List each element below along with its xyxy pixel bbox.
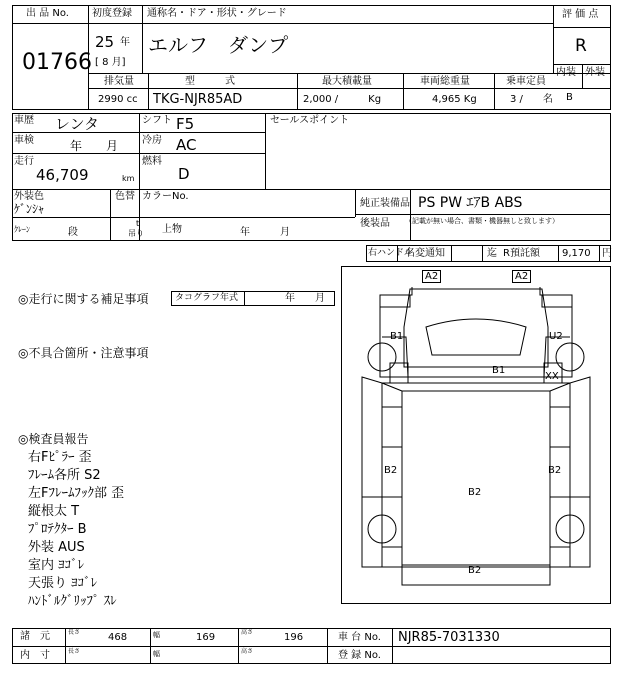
width-label: 幅 [153,631,160,639]
fuel-value: D [178,165,190,183]
score-label: 評 価 点 [562,9,599,20]
steering-value: 右ハンドル [368,248,414,258]
loading-date: 年 月 [240,227,290,238]
deadline-label: 迄 [487,248,497,259]
recycle-amount: 9,170 [562,248,591,259]
crane-label: ｸﾚｰﾝ [14,225,30,234]
inspector-line: 天張り ﾖｺﾞﾚ [28,576,98,591]
equipment-value: PS PW ｴｱB ABS [418,195,523,211]
chassis-label: 車 台 No. [338,632,381,643]
length-value: 468 [108,632,128,643]
capacity-value: 3 / 名 [510,94,553,105]
chassis-value: NJR85-7031330 [398,630,500,645]
gross-label: 車両総重量 [420,76,470,87]
reg-year: 25 [95,33,115,51]
year-unit: 年 [120,37,130,48]
crane-ton: t [136,219,140,228]
mark-b2-rear: B2 [468,565,482,576]
tacho-date: 年 月 [285,293,325,304]
aftermarket-label: 後装品 [360,218,390,229]
mark-a2-right: A2 [512,270,531,283]
inspector-report [28,449,124,611]
interior-label: 内装 [556,67,576,78]
aircon-label: 冷房 [142,135,162,146]
color-value: ｹﾞﾝｼｬ [14,202,45,216]
inspector-line: ﾌﾟﾛﾃｸﾀｰ B [28,522,87,537]
fuel-label: 燃料 [142,156,162,167]
sales-point-label: セールスポイント [270,115,350,126]
driving-notes-label: ◎走行に関する補足事項 [18,292,149,306]
crane-steps: 段 [68,227,78,238]
capacity-label: 乗車定員 [506,76,546,87]
inner-width-label: 幅 [153,650,160,658]
gross-value: 4,965 Kg [432,94,477,105]
inspector-line: 外装 AUS [28,540,85,555]
aftermarket-note: （記載が無い場合、書類・機器無しと致します） [405,217,559,225]
mark-b1-left: B1 [390,331,404,342]
inspector-line: 右Fﾋﾟﾗｰ 歪 [28,450,92,465]
inspector-line: ﾊﾝﾄﾞﾙｸﾞﾘｯﾌﾟ ｽﾚ [28,594,117,609]
shift-value: F5 [176,115,195,133]
height-value: 196 [284,632,304,643]
damage-diagram [341,266,611,604]
dims-label: 諸 元 [20,631,50,642]
mark-xx: XX [545,371,559,382]
history-value: レンタ [55,115,100,133]
truck-diagram [342,267,610,603]
km-unit: km [122,174,135,183]
color-change-label: 色替 [115,191,135,202]
color-label: 外装色 [14,191,44,202]
mark-b1-center: B1 [492,365,506,376]
overall-score: R [575,36,587,56]
shift-label: シフト [142,115,172,126]
inner-dims-label: 内 寸 [20,650,50,661]
mark-b2-left: B2 [384,465,398,476]
lot-label: 出 品 No. [26,8,69,19]
displacement-value: 2990 cc [98,94,138,105]
model-value: TKG-NJR85AD [153,92,243,107]
color-code-label: カラーNo. [142,191,189,202]
inspector-label: ◎検査員報告 [18,432,89,446]
load-label: 最大積載量 [322,76,372,87]
crane-lift: 吊り [128,229,144,238]
exterior-label: 外装 [585,67,605,78]
yen-unit: 円 [602,248,612,259]
tacho-label: タコグラフ年式 [175,293,239,303]
recycle-label: R預託額 [503,248,540,259]
lot-number: 01766 [22,50,92,75]
loading-label: 上物 [162,224,182,235]
inspector-line: 縦根太 T [28,504,80,519]
mark-b2-center: B2 [468,487,482,498]
reg-label: 初度登録 [92,8,132,19]
registration-label: 登 録 No. [338,650,381,661]
inspection-label: 車検 [14,135,34,146]
inspector-line: ﾌﾚｰﾑ各所 S2 [28,468,101,483]
displacement-label: 排気量 [104,76,134,87]
model-label: 型 式 [185,76,235,87]
mark-b2-right: B2 [548,465,562,476]
width-value: 169 [196,632,216,643]
height-label: 高さ [241,629,254,636]
inner-height-label: 高さ [241,648,254,655]
interior-score: B [566,92,573,103]
history-label: 車歴 [14,115,34,126]
reg-month: [ 8 月] [95,57,126,68]
load-value: 2,000 / Kg [303,94,382,105]
inner-length-label: 長さ [68,648,81,655]
defects-label: ◎不具合箇所・注意事項 [18,346,149,360]
equipment-label: 純正装備品 [360,198,410,209]
mileage-value: 46,709 [36,166,89,184]
car-name: エルフ ダンプ [148,33,289,57]
aircon-value: AC [176,136,197,154]
mark-u2: U2 [549,331,563,342]
length-label: 長さ [68,629,81,636]
mileage-label: 走行 [14,156,34,167]
inspector-line: 室内 ﾖｺﾞﾚ [28,558,85,573]
title-change-label: 名変通知 [405,248,445,259]
inspector-line: 左Fﾌﾚｰﾑﾌｯｸ部 歪 [28,486,125,501]
name-label: 通称名・ドア・形状・グレード [147,8,287,19]
mark-a2-left: A2 [422,270,441,283]
inspection-value: 年 月 [70,139,119,153]
